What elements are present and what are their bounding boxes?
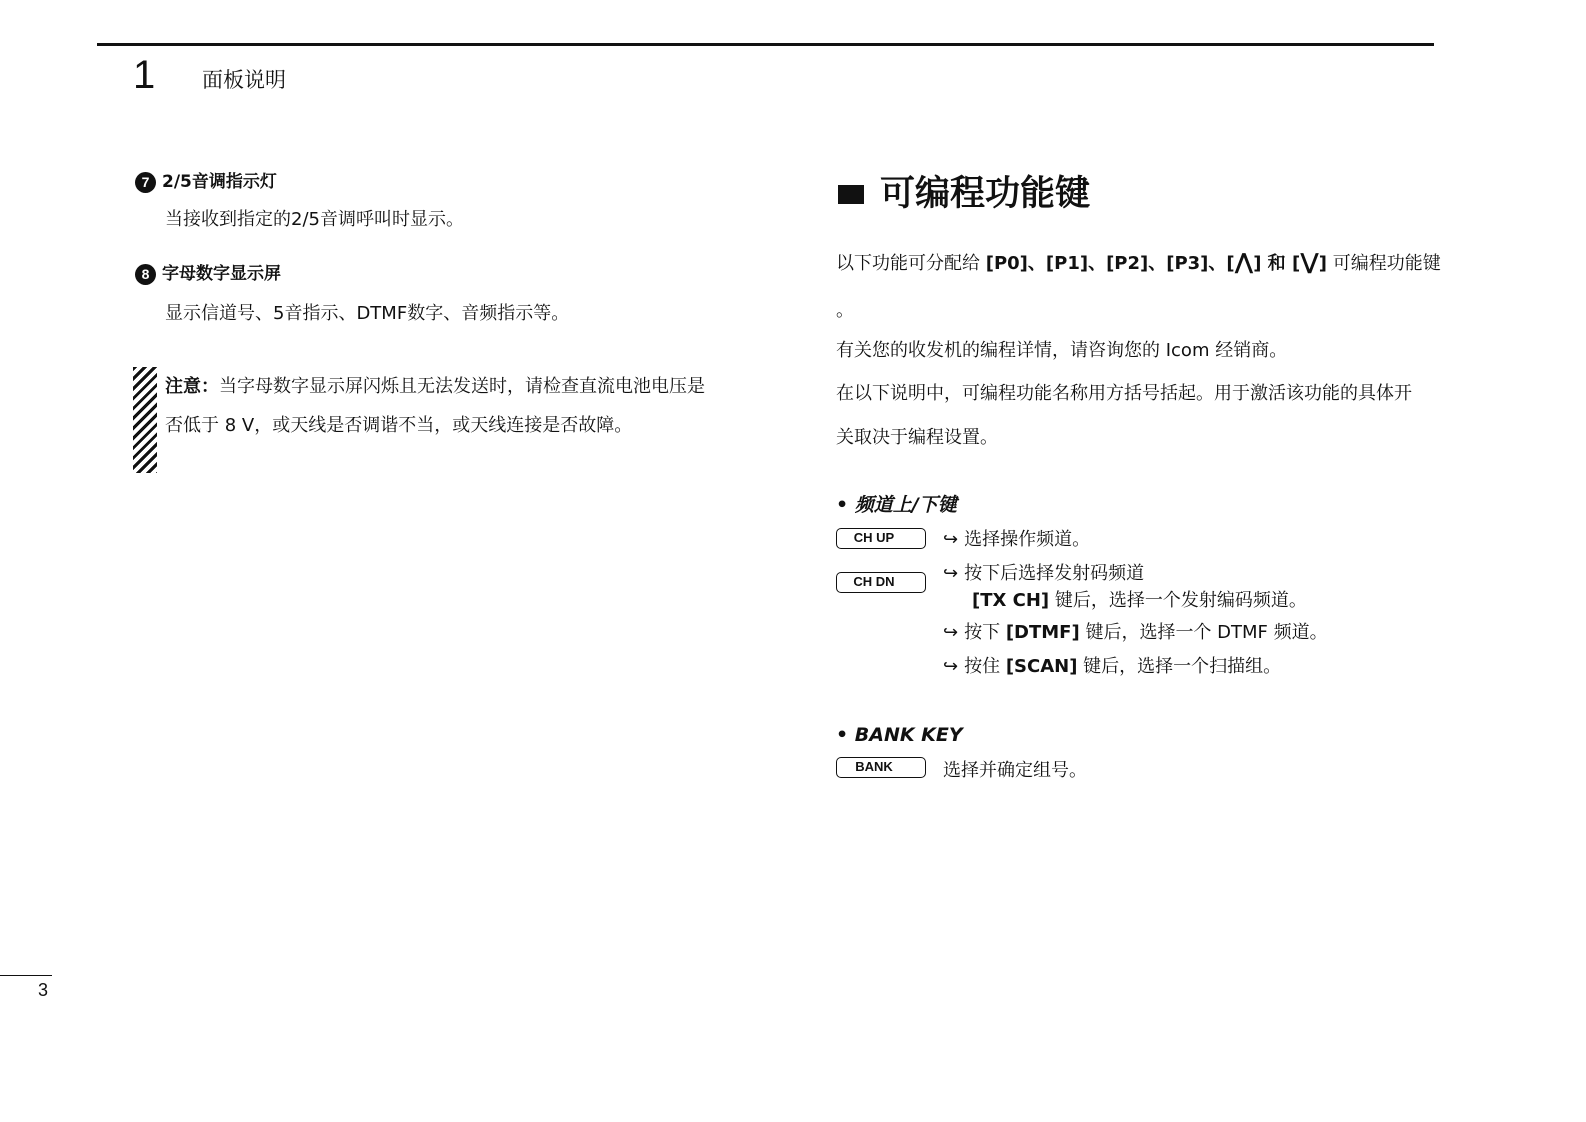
item-7-heading — [135, 170, 277, 194]
scan-description — [943, 654, 1281, 680]
paragraph-dealer: 有关您的收发机的编程详情，请咨询您的 Icom 经销商。 — [836, 340, 1288, 361]
note-box — [165, 367, 785, 445]
ch-up-description — [943, 527, 1090, 553]
item-8-heading — [135, 262, 281, 286]
ch-dn-description-2 — [972, 588, 1307, 614]
chapter-title: 面板说明 — [202, 68, 286, 92]
up-arrow-icon: ⋀ — [1234, 250, 1254, 275]
intro-close-bracket: ] — [1318, 253, 1327, 274]
intro-line — [836, 250, 1441, 277]
key-ch-up: CH UP — [836, 528, 926, 549]
bank-description: 选择并确定组号。 — [943, 760, 1087, 781]
intro-suffix: 可编程功能键 — [1326, 253, 1441, 274]
down-arrow-icon: ⋁ — [1300, 250, 1319, 275]
intro-mid: ] 和 [ — [1253, 253, 1301, 274]
section-heading — [838, 172, 1090, 216]
item-7-title: 2/5音调指示灯 — [162, 172, 277, 192]
chapter-number: 1 — [133, 53, 156, 97]
bullet-channel-up-down-title: • 频道上/下键 — [836, 494, 957, 516]
scan-key-label: [SCAN] — [1005, 656, 1078, 677]
intro-prefix: 以下功能可分配给 — [836, 253, 986, 274]
dtmf-text: 键后，选择一个 DTMF 频道。 — [1079, 622, 1328, 643]
arrow-icon: ↪ — [943, 529, 959, 550]
arrow-icon: ↪ — [943, 563, 959, 584]
key-bank: BANK — [836, 757, 926, 778]
arrow-icon: ↪ — [943, 622, 959, 643]
ch-dn-text-1: 按下后选择发射码频道 — [964, 563, 1145, 584]
key-ch-dn: CH DN — [836, 572, 926, 593]
caution-stripe-icon — [133, 367, 157, 473]
item-8-title: 字母数字显示屏 — [162, 264, 281, 284]
ch-up-text: 选择操作频道。 — [964, 529, 1091, 550]
intro-period: 。 — [836, 300, 854, 321]
dtmf-key-label: [DTMF] — [1005, 622, 1080, 643]
bullet-bank-key-title: • BANK KEY — [836, 724, 963, 746]
ch-dn-text-2: 键后，选择一个发射编码频道。 — [1049, 590, 1307, 611]
dtmf-description — [943, 620, 1328, 646]
intro-keys: [P0]、[P1]、[P2]、[P3]、[ — [985, 253, 1235, 274]
scan-text: 键后，选择一个扫描组。 — [1077, 656, 1282, 677]
dtmf-pre: 按下 — [964, 622, 1006, 643]
item-8-body: 显示信道号、5音指示、DTMF数字、音频指示等。 — [165, 303, 570, 324]
page-number-rule — [0, 975, 52, 976]
top-rule — [97, 43, 1434, 46]
paragraph-programming-line-2: 关取决于编程设置。 — [836, 427, 998, 448]
item-7-body: 当接收到指定的2/5音调呼叫时显示。 — [165, 209, 464, 230]
note-line-1: 当字母数字显示屏闪烁且无法发送时，请检查直流电池电压是 — [219, 376, 705, 397]
arrow-icon: ↪ — [943, 656, 959, 677]
number-8-icon: 8 — [135, 264, 156, 285]
paragraph-programming-line-1: 在以下说明中，可编程功能名称用方括号括起。用于激活该功能的具体开 — [836, 383, 1412, 404]
page-number: 3 — [38, 980, 49, 1000]
number-7-icon: 7 — [135, 172, 156, 193]
scan-pre: 按住 — [964, 656, 1006, 677]
square-bullet-icon — [838, 185, 864, 204]
ch-dn-description-1 — [943, 561, 1144, 587]
note-label: 注意： — [165, 376, 219, 397]
note-line-2: 否低于 8 V，或天线是否调谐不当，或天线连接是否故障。 — [165, 415, 633, 436]
section-title: 可编程功能键 — [880, 174, 1091, 214]
tx-ch-key-label: [TX CH] — [972, 590, 1050, 611]
